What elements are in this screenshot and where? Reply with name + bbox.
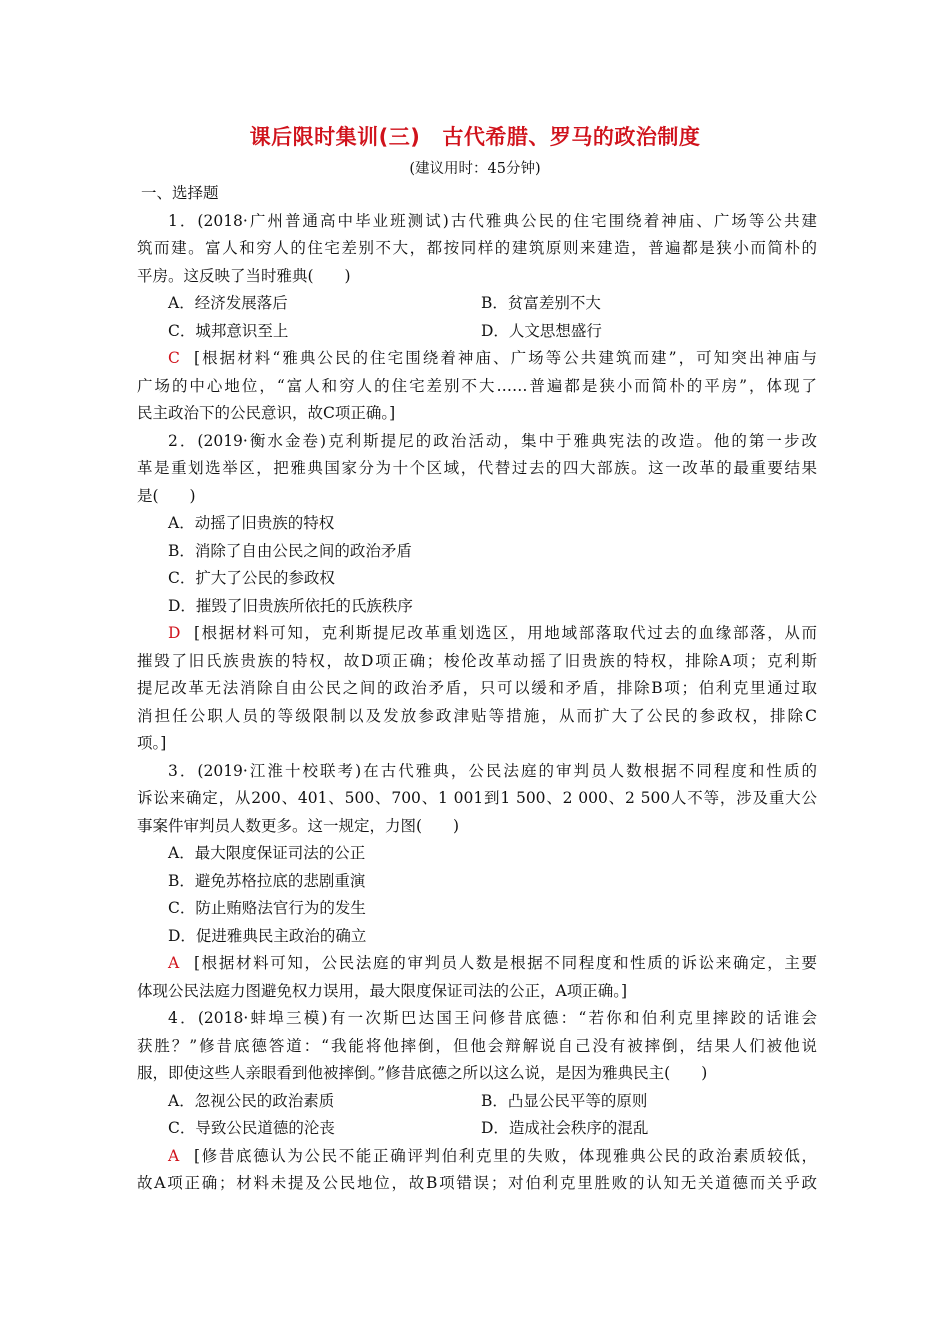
document-body bbox=[137, 180, 817, 1198]
option-d: D．人文思想盛行 bbox=[481, 321, 602, 340]
explanation-line: 民主政治下的公民意识，故C项正确。] bbox=[137, 404, 396, 422]
question-4 bbox=[137, 1005, 817, 1198]
option-b: B．贫富差别不大 bbox=[481, 294, 601, 312]
option-b: B．消除了自由公民之间的政治矛盾 bbox=[168, 541, 412, 560]
question-text-line: 事案件审判员人数更多。这一规定，力图( ) bbox=[137, 816, 460, 835]
question-3 bbox=[137, 758, 817, 1006]
answer-line bbox=[137, 1143, 817, 1171]
option-d: D．促进雅典民主政治的确立 bbox=[168, 926, 367, 945]
answer-line bbox=[137, 950, 817, 978]
explanation-text: [修昔底德认为公民不能正确评判伯利克里的失败，体现雅典公民的政治素质较低， bbox=[194, 1146, 817, 1165]
page-title bbox=[0, 121, 950, 151]
explanation-text: [根据材料可知，公民法庭的审判员人数是根据不同程度和性质的诉讼来确定，主要 bbox=[194, 954, 817, 972]
option-c: C．防止贿赂法官行为的发生 bbox=[168, 899, 366, 917]
question-text-line: 获胜？”修昔底德答道：“我能将他摔倒，但他会辩解说自己没有被摔倒，结果人们被他说 bbox=[137, 1036, 817, 1055]
question-2 bbox=[137, 428, 817, 758]
question-text-line: 是( ) bbox=[137, 486, 196, 505]
question-text-line: 3．(2019·江淮十校联考)在古代雅典，公民法庭的审判员人数根据不同程度和性质的 bbox=[168, 761, 817, 780]
explanation-text: [根据材料“雅典公民的住宅围绕着神庙、广场等公共建筑而建”，可知突出神庙与 bbox=[194, 349, 817, 367]
question-1 bbox=[137, 208, 817, 428]
suggested-time: (建议用时：45分钟) bbox=[409, 161, 541, 177]
option-b: B．凸显公民平等的原则 bbox=[481, 1091, 648, 1110]
question-text-line: 筑而建。富人和穷人的住宅差别不大，都按同样的建筑原则来建造，普遍都是狭小而简朴的 bbox=[137, 239, 817, 257]
option-b: B．避免苏格拉底的悲剧重演 bbox=[168, 871, 366, 890]
answer-letter: C bbox=[168, 349, 180, 367]
option-d: D．摧毁了旧贵族所依托的氏族秩序 bbox=[168, 596, 413, 615]
explanation-line: 摧毁了旧氏族贵族的特权，故D项正确；梭伦改革动摇了旧贵族的特权，排除A项；克利斯 bbox=[137, 651, 817, 670]
title-main: 课后限时集训(三) bbox=[249, 125, 421, 149]
option-d: D．造成社会秩序的混乱 bbox=[481, 1119, 649, 1137]
question-text-line: 1．(2018·广州普通高中毕业班测试)古代雅典公民的住宅围绕着神庙、广场等公共建 bbox=[168, 211, 817, 230]
question-text-line: 2．(2019·衡水金卷)克利斯提尼的政治活动，集中于雅典宪法的改造。他的第一步改 bbox=[168, 431, 817, 450]
section-heading: 一、选择题 bbox=[141, 184, 219, 202]
options-row bbox=[137, 1115, 817, 1143]
option-a: A．忽视公民的政治素质 bbox=[168, 1091, 335, 1110]
answer-letter: A bbox=[168, 1146, 180, 1165]
answer-line bbox=[137, 345, 817, 373]
question-text-line: 4．(2018·蚌埠三模)有一次斯巴达国王问修昔底德：“若你和伯利克里摔跤的话谁会 bbox=[168, 1009, 817, 1027]
options-row bbox=[137, 1088, 817, 1116]
question-text-line: 诉讼来确定，从200、401、500、700、1 001到1 500、2 000、2 500人不等，涉及重大公 bbox=[137, 789, 817, 807]
explanation-text: [根据材料可知，克利斯提尼改革重划选区，用地域部落取代过去的血缘部落，从而 bbox=[194, 624, 817, 642]
option-c: C．扩大了公民的参政权 bbox=[168, 569, 335, 587]
explanation-line: 体现公民法庭力图避免权力误用，最大限度保证司法的公正，A项正确。] bbox=[137, 981, 627, 1000]
question-text-line: 服，即使这些人亲眼看到他被摔倒。”修昔底德之所以这么说，是因为雅典民主( ) bbox=[137, 1064, 708, 1082]
option-a: A．经济发展落后 bbox=[168, 294, 288, 312]
explanation-line: 广场的中心地位，“富人和穷人的住宅差别不大……普遍都是狭小而简朴的平房”，体现了 bbox=[137, 376, 817, 395]
answer-letter: A bbox=[168, 954, 180, 972]
option-c: C．导致公民道德的沦丧 bbox=[168, 1119, 335, 1137]
answer-line bbox=[137, 620, 817, 648]
answer-letter: D bbox=[168, 624, 181, 642]
option-a: A．动摇了旧贵族的特权 bbox=[168, 514, 335, 532]
option-a: A．最大限度保证司法的公正 bbox=[168, 844, 366, 862]
option-c: C．城邦意识至上 bbox=[168, 321, 289, 340]
options-row bbox=[137, 290, 817, 318]
explanation-line: 提尼改革无法消除自由公民之间的政治矛盾，只可以缓和矛盾，排除B项；伯利克里通过取 bbox=[137, 679, 817, 697]
title-topic: 古代希腊、罗马的政治制度 bbox=[442, 125, 701, 149]
options-row bbox=[137, 318, 817, 346]
explanation-line: 消担任公职人员的等级限制以及发放参政津贴等措施，从而扩大了公民的参政权，排除C bbox=[137, 706, 817, 725]
question-text-line: 革是重划选举区，把雅典国家分为十个区域，代替过去的四大部族。这一改革的最重要结果 bbox=[137, 459, 817, 477]
question-text-line: 平房。这反映了当时雅典( ) bbox=[137, 266, 351, 285]
explanation-line: 项。] bbox=[137, 734, 167, 752]
explanation-line: 故A项正确；材料未提及公民地位，故B项错误；对伯利克里胜败的认知无关道德而关乎政 bbox=[137, 1174, 817, 1192]
